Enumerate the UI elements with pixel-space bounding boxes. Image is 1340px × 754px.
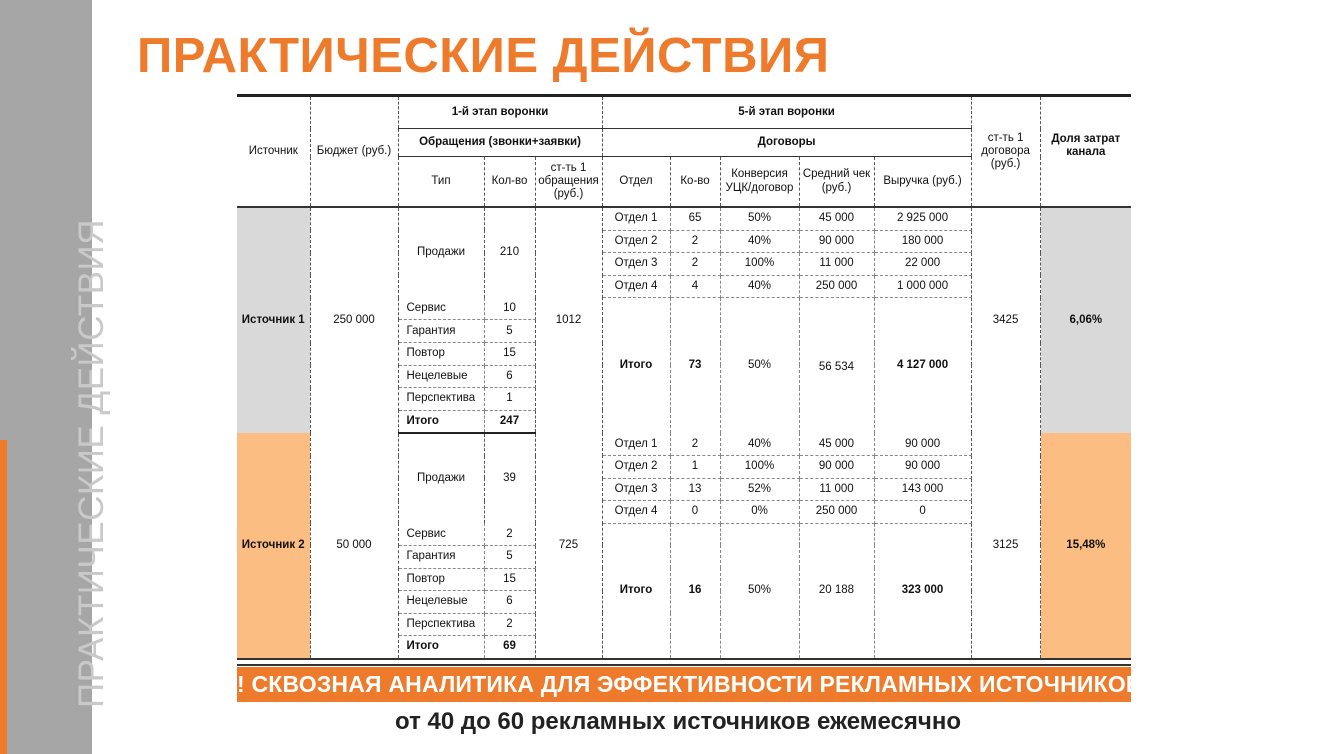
total-qty: 73 bbox=[670, 298, 720, 434]
cost-per-contract: 3425 bbox=[971, 207, 1040, 433]
dept-conversion: 100% bbox=[720, 253, 799, 276]
total-dept: Итого bbox=[602, 523, 670, 658]
header-stage5-sub: Договоры bbox=[602, 129, 971, 157]
header-stage1: 1-й этап воронки bbox=[398, 96, 602, 129]
dept-qty: 2 bbox=[670, 253, 720, 276]
dept-revenue: 2 925 000 bbox=[874, 207, 971, 230]
request-total-count: 69 bbox=[484, 636, 535, 658]
table-bottom-rule bbox=[237, 658, 1131, 666]
sidebar-accent-stripe bbox=[0, 440, 7, 754]
request-type: Перспектива bbox=[398, 613, 484, 636]
request-type: Гарантия bbox=[398, 545, 484, 568]
header-cost-per-request: ст-ть 1 обращения (руб.) bbox=[535, 157, 602, 208]
header-qty: Ко-во bbox=[670, 157, 720, 208]
source-budget: 250 000 bbox=[310, 207, 398, 433]
cost-share: 6,06% bbox=[1040, 207, 1131, 433]
dept-avg-check: 90 000 bbox=[799, 456, 874, 479]
request-count: 39 bbox=[484, 433, 535, 523]
request-count: 1 bbox=[484, 388, 535, 411]
header-source: Источник bbox=[237, 96, 310, 208]
dept-avg-check: 250 000 bbox=[799, 275, 874, 298]
sources-subtitle: от 40 до 60 рекламных источников ежемесячно bbox=[395, 708, 961, 735]
total-revenue: 4 127 000 bbox=[874, 298, 971, 434]
request-count: 15 bbox=[484, 568, 535, 591]
dept-qty: 2 bbox=[670, 433, 720, 455]
dept-qty: 2 bbox=[670, 230, 720, 253]
request-count: 6 bbox=[484, 591, 535, 614]
dept-avg-check: 90 000 bbox=[799, 230, 874, 253]
dept-revenue: 0 bbox=[874, 501, 971, 524]
dept-avg-check: 250 000 bbox=[799, 501, 874, 524]
sidebar-vertical-title: ПРАКТИЧЕСКИЕ ДЕЙСТВИЯ bbox=[72, 219, 111, 708]
request-total-label: Итого bbox=[398, 410, 484, 433]
request-count: 2 bbox=[484, 613, 535, 636]
header-budget: Бюджет (руб.) bbox=[310, 96, 398, 208]
request-count: 5 bbox=[484, 545, 535, 568]
dept-conversion: 100% bbox=[720, 456, 799, 479]
header-cost-per-contract: ст-ть 1 договора (руб.) bbox=[971, 96, 1040, 208]
dept-qty: 4 bbox=[670, 275, 720, 298]
header-row-1 bbox=[237, 96, 1131, 129]
dept-conversion: 0% bbox=[720, 501, 799, 524]
total-dept: Итого bbox=[602, 298, 670, 434]
total-qty: 16 bbox=[670, 523, 720, 658]
header-type: Тип bbox=[398, 157, 484, 208]
dept-avg-check: 45 000 bbox=[799, 207, 874, 230]
dept-conversion: 40% bbox=[720, 230, 799, 253]
cost-per-request: 725 bbox=[535, 433, 602, 657]
request-count: 210 bbox=[484, 207, 535, 298]
header-avg-check: Средний чек (руб.) bbox=[799, 157, 874, 208]
header-revenue: Выручка (руб.) bbox=[874, 157, 971, 208]
cost-per-request: 1012 bbox=[535, 207, 602, 433]
total-avg-check: 56 534 bbox=[799, 298, 874, 434]
dept-avg-check: 11 000 bbox=[799, 253, 874, 276]
header-cost-share: Доля затрат канала bbox=[1040, 96, 1131, 208]
request-type: Продажи bbox=[398, 207, 484, 298]
dept-revenue: 90 000 bbox=[874, 456, 971, 479]
funnel-table-wrapper bbox=[237, 94, 1131, 658]
table-row bbox=[237, 207, 1131, 230]
request-total-count: 247 bbox=[484, 410, 535, 433]
request-total-label: Итого bbox=[398, 636, 484, 658]
request-type: Повтор bbox=[398, 343, 484, 366]
source-name: Источник 1 bbox=[237, 207, 310, 433]
total-avg-check: 20 188 bbox=[799, 523, 874, 658]
dept-avg-check: 45 000 bbox=[799, 433, 874, 455]
dept-name: Отдел 1 bbox=[602, 207, 670, 230]
request-type: Продажи bbox=[398, 433, 484, 523]
analytics-banner: ! СКВОЗНАЯ АНАЛИТИКА ДЛЯ ЭФФЕКТИВНОСТИ РЕКЛАМНЫХ ИСТОЧНИКОВ bbox=[237, 667, 1131, 702]
dept-revenue: 22 000 bbox=[874, 253, 971, 276]
dept-qty: 0 bbox=[670, 501, 720, 524]
header-count: Кол-во bbox=[484, 157, 535, 208]
dept-qty: 65 bbox=[670, 207, 720, 230]
header-stage1-sub: Обращения (звонки+заявки) bbox=[398, 129, 602, 157]
dept-conversion: 50% bbox=[720, 207, 799, 230]
dept-qty: 13 bbox=[670, 478, 720, 501]
dept-name: Отдел 3 bbox=[602, 478, 670, 501]
dept-name: Отдел 4 bbox=[602, 275, 670, 298]
dept-name: Отдел 1 bbox=[602, 433, 670, 455]
request-count: 15 bbox=[484, 343, 535, 366]
dept-revenue: 90 000 bbox=[874, 433, 971, 455]
request-type: Нецелевые bbox=[398, 365, 484, 388]
dept-revenue: 180 000 bbox=[874, 230, 971, 253]
request-count: 10 bbox=[484, 298, 535, 320]
request-type: Перспектива bbox=[398, 388, 484, 411]
source-name: Источник 2 bbox=[237, 433, 310, 657]
dept-name: Отдел 2 bbox=[602, 456, 670, 479]
funnel-table bbox=[237, 94, 1131, 658]
source-budget: 50 000 bbox=[310, 433, 398, 657]
dept-name: Отдел 4 bbox=[602, 501, 670, 524]
dept-name: Отдел 2 bbox=[602, 230, 670, 253]
request-count: 6 bbox=[484, 365, 535, 388]
dept-conversion: 52% bbox=[720, 478, 799, 501]
dept-revenue: 143 000 bbox=[874, 478, 971, 501]
request-type: Сервис bbox=[398, 523, 484, 545]
header-dept: Отдел bbox=[602, 157, 670, 208]
total-conversion: 50% bbox=[720, 523, 799, 658]
total-revenue: 323 000 bbox=[874, 523, 971, 658]
cost-share: 15,48% bbox=[1040, 433, 1131, 657]
request-type: Сервис bbox=[398, 298, 484, 320]
request-count: 2 bbox=[484, 523, 535, 545]
request-type: Нецелевые bbox=[398, 591, 484, 614]
request-type: Гарантия bbox=[398, 320, 484, 343]
cost-per-contract: 3125 bbox=[971, 433, 1040, 657]
header-conversion: Конверсия УЦК/договор bbox=[720, 157, 799, 208]
dept-conversion: 40% bbox=[720, 275, 799, 298]
total-conversion: 50% bbox=[720, 298, 799, 434]
dept-name: Отдел 3 bbox=[602, 253, 670, 276]
dept-avg-check: 11 000 bbox=[799, 478, 874, 501]
page-title: ПРАКТИЧЕСКИЕ ДЕЙСТВИЯ bbox=[137, 29, 830, 83]
dept-qty: 1 bbox=[670, 456, 720, 479]
dept-conversion: 40% bbox=[720, 433, 799, 455]
table-row bbox=[237, 433, 1131, 455]
request-count: 5 bbox=[484, 320, 535, 343]
request-type: Повтор bbox=[398, 568, 484, 591]
dept-revenue: 1 000 000 bbox=[874, 275, 971, 298]
header-stage5: 5-й этап воронки bbox=[602, 96, 971, 129]
